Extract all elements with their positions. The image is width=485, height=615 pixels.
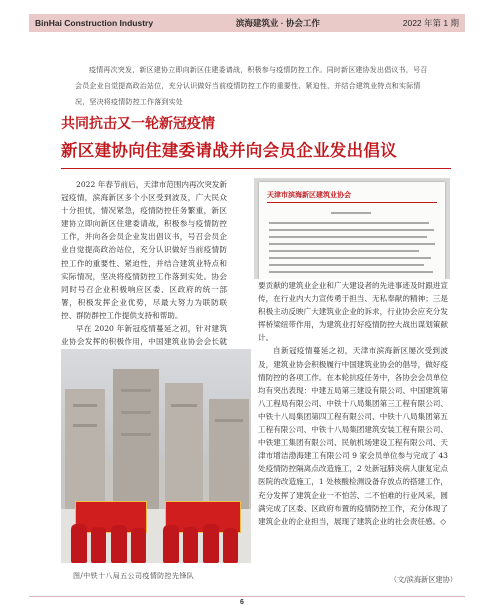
- photo-building: [165, 383, 203, 513]
- photo-building: [65, 389, 105, 514]
- person-figure: [203, 524, 219, 563]
- team-photo: [61, 349, 251, 563]
- doc-text-line: [269, 222, 429, 224]
- issue-number: 2022 年第 1 期: [402, 18, 459, 28]
- doc-text-line: [331, 212, 371, 214]
- photo-window: [171, 404, 197, 407]
- person-figure: [223, 528, 238, 563]
- footer-rule: [29, 596, 465, 597]
- paragraph: 自新冠疫情蔓延之初，天津市滨海新区屡次受到波及，建筑业协会积极履行中国建筑业协会的倡导，做好疫情防控的各项工作。在本轮抗疫任务中，各协会会员单位均有突出表现：中建五局第三建设有限公司、中国建筑第八工程局有限公司、中铁十八局集团第三工程有限公司、中铁十八局集团第四工程有限公司、中铁十八局集团第五工程有限公司、中铁十八局集团建筑安装工程有限公司、中铁建工集团有限公司、民航机场建设工程有限公司、天津市增洁渤海建工有限公司 9 家会员单位参与完成了 43 处疫情防控隔离点改造施工，2 处新冠肺炎病人康复定点医院的改造施工，1 处核酸检测设备存放点的搭建工作，充分发挥了建筑企业一不怕苦、二不怕难的行业风采，圆满完成了区委、区政府布置的疫情防控工作，充分体现了建筑企业的企业担当，展现了建筑企业的社会责任感。◇: [258, 346, 448, 526]
- person-figure: [163, 525, 179, 563]
- person-figure: [183, 527, 198, 563]
- section-title: 滨海建筑业 · 协会工作: [235, 18, 320, 28]
- document-photo: [254, 178, 450, 279]
- photo-window: [121, 411, 151, 414]
- photo-window: [73, 404, 97, 407]
- photo-building: [209, 399, 249, 514]
- doc-text-line: [269, 229, 434, 231]
- doc-text-line: [269, 271, 433, 273]
- photo-window: [121, 433, 151, 436]
- document-org-title: 天津市滨海新区建筑业协会: [267, 190, 351, 199]
- paragraph: 2022 年春节前后，天津市范围内再次突发新冠疫情，滨海新区多个小区受到波及，广大民众十分担忧，情况紧急，疫情防控任务繁重，新区建协立即向新区住建委请战，积极参与疫情防控工作，并向各会员企业发出倡议书，号召会员企业自觉提高政治站位，充分认识做好当前疫情防控工作的重要性、紧迫性，并结合建筑业特点和实际情况，坚决将疫情防控工作落到实处。协会同时号召企业积极响应区委、区政府的统一部署，积极发挥企业优势，尽最大努力为联防联控、群防群控工作提供支持和帮助。: [61, 180, 227, 320]
- person-figure: [71, 524, 87, 563]
- paragraph: 早在 2020 年新冠疫情蔓延之初，针对建筑业协会发挥的积极作用，中国建筑业协会会长就: [61, 324, 227, 347]
- headline: 新区建协向住建委请战并向会员企业发出倡议: [61, 141, 397, 160]
- article-credit: （文/滨海新区建协）: [389, 575, 457, 584]
- doc-text-line: [269, 236, 427, 238]
- masthead: BinHai Construction Industry: [35, 18, 154, 28]
- person-figure: [91, 527, 106, 563]
- photo-window: [121, 389, 151, 392]
- page-number: 6: [240, 599, 244, 606]
- person-figure: [111, 525, 127, 563]
- doc-text-line: [269, 264, 424, 266]
- lead-summary: 疫情再次突发，新区建协立即向新区住建委请战，积极参与疫情防控工作。同时新区建协发出倡议书，号召会员企业自觉提高政治站位，充分认识做好当前疫情防控工作的重要性、紧迫性，并结合建筑业特点和实际情况，坚决将疫情防控工作落到实处: [75, 66, 428, 106]
- kicker-title: 共同抗击又一轮新冠疫情: [61, 116, 215, 132]
- document-red-line: [267, 202, 437, 203]
- doc-text-line: [269, 243, 435, 245]
- headline-rule: [61, 168, 451, 169]
- photo-caption: 图/中铁十八局五公司疫情防控先锋队: [73, 572, 195, 580]
- paragraph: 要贡献的建筑业企业和广大建设者的先进事迹及时跟进宣传，在行业内大力宣传勇于担当、无私奉献的精神；三是积极主动反映广大建筑业企业的诉求，行业协会应充分发挥桥梁纽带作用，为建筑业打好疫情防控大战出谋划策献计。: [258, 281, 448, 343]
- photo-window: [215, 419, 243, 422]
- doc-text-line: [269, 257, 431, 259]
- right-column: [258, 279, 448, 528]
- person-figure: [131, 528, 146, 563]
- doc-text-line: [269, 250, 419, 252]
- document-sheet: [259, 182, 445, 279]
- running-header: [29, 14, 465, 32]
- photo-window: [73, 424, 97, 427]
